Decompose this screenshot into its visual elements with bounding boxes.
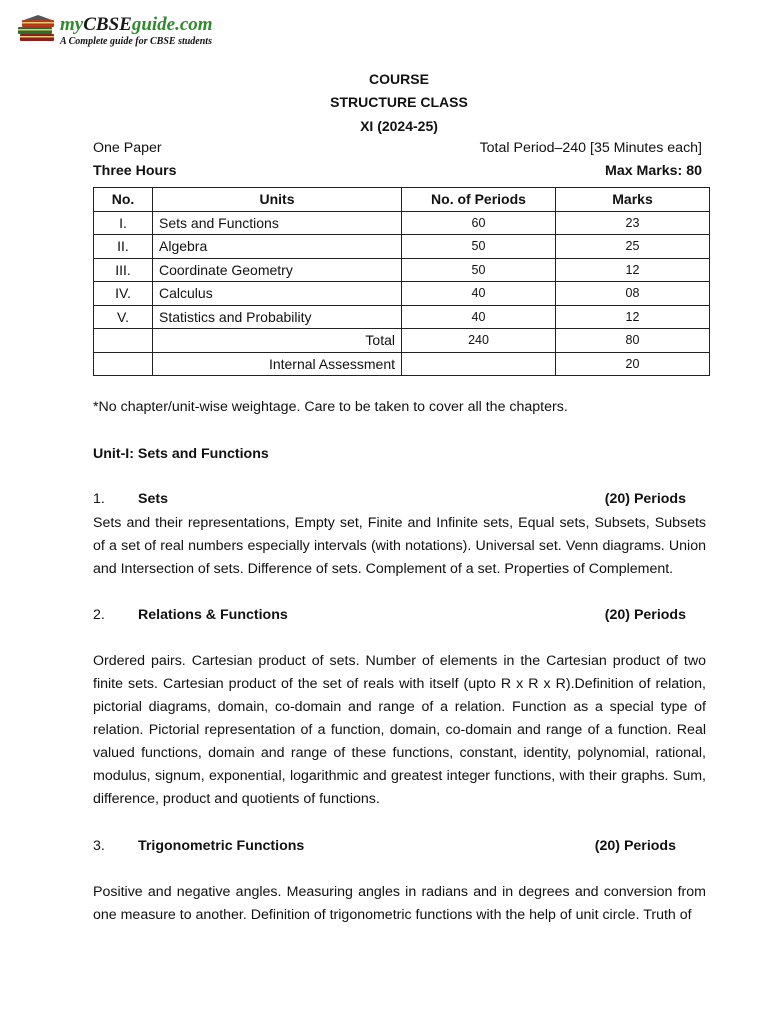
total-row [94,329,710,353]
topic-number: 1. [93,491,105,507]
topic-description: Ordered pairs. Cartesian product of sets. Number of elements in the Cartesian product of two finite sets. Cartesian product of the set of reals with itself (upto R x R x R).Definition of relation, pictorial diagrams, domain, co-domain and range of a relation. Function as a special type of relation. Pictorial representation of a function, domain, co-domain and range of a function. Real valued functions, domain and range of these functions, constant, identity, polynomial, rational, modulus, signum, exponential, logarithmic and greatest integer functions, with their graphs. Sum, difference, product and quotients of functions. [93,653,706,807]
row-no: III. [94,258,153,282]
max-marks: Max Marks: 80 [605,163,702,179]
row-unit: Sets and Functions [153,211,402,235]
internal-assessment-row [94,352,710,376]
header-units: Units [153,188,402,212]
weightage-note: *No chapter/unit-wise weightage. Care to be taken to cover all the chapters. [93,399,568,415]
row-marks: 25 [556,235,710,259]
logo-tagline: A Complete guide for CBSE students [60,36,212,47]
topic-number: 3. [93,838,105,854]
total-period: Total Period–240 [35 Minutes each] [479,140,702,156]
row-no: IV. [94,282,153,306]
table-header-row [94,188,710,212]
table-row [94,305,710,329]
topic-title: Sets [138,491,168,507]
header-periods: No. of Periods [402,188,556,212]
total-marks: 80 [556,329,710,353]
row-unit: Coordinate Geometry [153,258,402,282]
total-empty-cell [94,329,153,353]
row-marks: 12 [556,305,710,329]
row-unit: Calculus [153,282,402,306]
row-periods: 40 [402,282,556,306]
row-periods: 40 [402,305,556,329]
header-marks: Marks [556,188,710,212]
table-row [94,282,710,306]
internal-periods-empty [402,352,556,376]
row-marks: 08 [556,282,710,306]
paper-label: One Paper [93,140,162,156]
topic-description: Sets and their representations, Empty set, Finite and Infinite sets, Equal sets, Subsets, Subsets of a set of real numbers especially intervals (with notations). Universal set. Venn diagrams. Union and Intersection of sets. Difference of sets. Complement of a set. Properties of Complement. [93,515,706,577]
title-line-2: STRUCTURE CLASS [330,94,468,110]
topic-title: Relations & Functions [138,607,288,623]
row-periods: 50 [402,235,556,259]
title-line-1: COURSE [369,71,429,87]
row-marks: 12 [556,258,710,282]
header-no: No. [94,188,153,212]
row-no: II. [94,235,153,259]
title-line-3: XI (2024-25) [360,118,438,134]
book-stack-icon [16,14,58,46]
topic-title: Trigonometric Functions [138,838,305,854]
total-label: Total [153,329,402,353]
topic-number: 2. [93,607,105,623]
logo-text[interactable]: myCBSEguide.com [60,14,213,35]
internal-empty-cell [94,352,153,376]
duration: Three Hours [93,163,177,179]
total-periods: 240 [402,329,556,353]
row-marks: 23 [556,211,710,235]
topic-periods: (20) Periods [604,607,686,623]
row-no: I. [94,211,153,235]
course-structure-table [93,187,710,376]
internal-marks: 20 [556,352,710,376]
table-row [94,235,710,259]
unit-heading: Unit-I: Sets and Functions [93,446,269,462]
table-row [94,258,710,282]
topic-periods: (20) Periods [604,491,686,507]
internal-label: Internal Assessment [153,352,402,376]
row-periods: 50 [402,258,556,282]
row-no: V. [94,305,153,329]
topic-periods: (20) Periods [594,838,676,854]
table-row [94,211,710,235]
row-unit: Algebra [153,235,402,259]
row-periods: 60 [402,211,556,235]
row-unit: Statistics and Probability [153,305,402,329]
topic-description: Positive and negative angles. Measuring angles in radians and in degrees and conversion from one measure to another. Definition of trigonometric functions with the help of unit circle. Truth of [93,884,706,923]
